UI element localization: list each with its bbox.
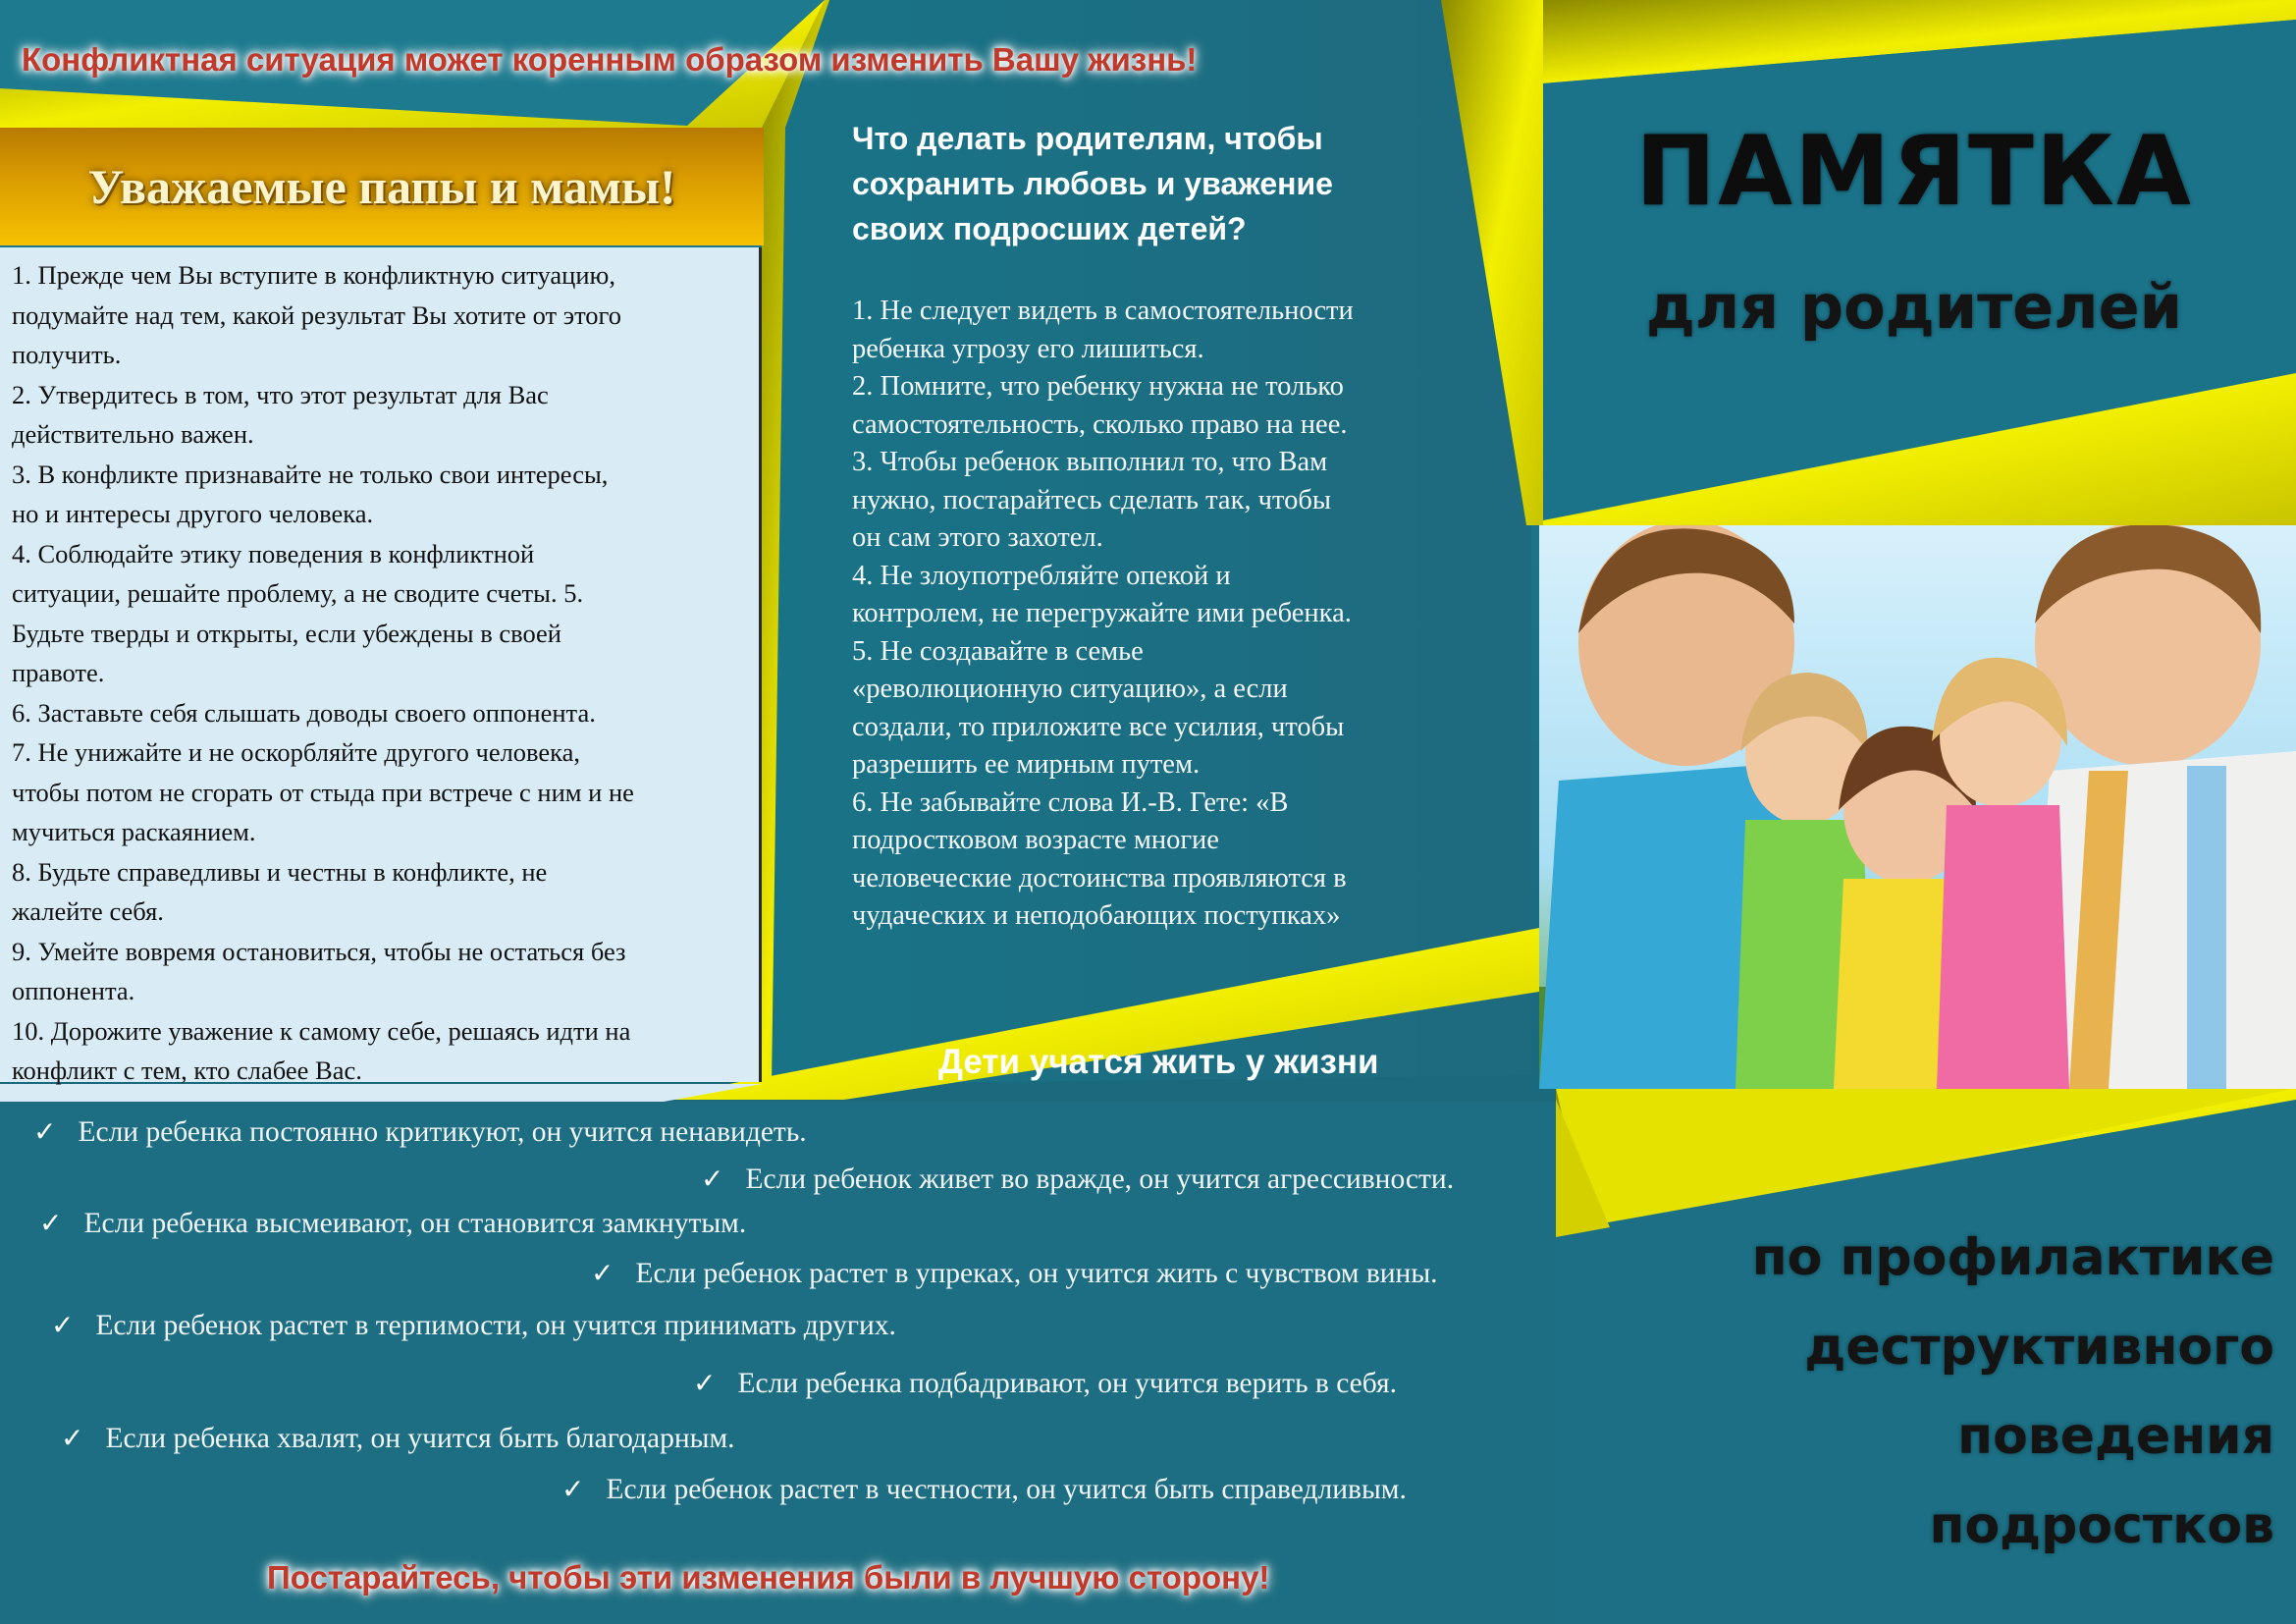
subtitle-line: подростков xyxy=(1929,1496,2274,1555)
left-header xyxy=(0,128,764,245)
advice-line: подумайте над тем, какой результат Вы хотите от этого xyxy=(12,299,622,330)
advice-line: конфликт с тем, кто слабее Вас. xyxy=(12,1056,362,1085)
bottom-slogan: Постарайтесь, чтобы эти изменения были в лучшую сторону! xyxy=(267,1559,1270,1596)
check-item-text: Если ребенка постоянно критикуют, он учится ненавидеть. xyxy=(78,1115,807,1148)
tip-line: 4. Не злоупотребляйте опекой и xyxy=(852,560,1231,591)
tip-line: контролем, не перегружайте ими ребенка. xyxy=(852,598,1352,628)
parents-tips xyxy=(852,293,1490,936)
advice-line: 7. Не унижайте и не оскорбляйте другого человека, xyxy=(12,737,581,767)
top-slogan: Конфликтная ситуация может коренным образом изменить Вашу жизнь! xyxy=(22,41,1198,78)
advice-line: действительно важен. xyxy=(12,419,254,449)
check-item xyxy=(693,1367,1397,1400)
check-item xyxy=(61,1422,735,1455)
advice-line: 1. Прежде чем Вы вступите в конфликтную ситуацию, xyxy=(12,260,615,290)
tip-line: 2. Помните, что ребенку нужна не только xyxy=(852,371,1344,402)
advice-line: Будьте тверды и открыты, если убеждены в своей xyxy=(12,618,561,648)
memo-subtitle xyxy=(1587,1214,2274,1571)
checkmark-icon: ✓ xyxy=(561,1475,585,1505)
tip-line: самостоятельность, сколько право на нее. xyxy=(852,408,1348,440)
tip-line: разрешить ее мирным путем. xyxy=(852,749,1201,780)
subtitle-line: деструктивного xyxy=(1804,1318,2274,1377)
advice-line: 8. Будьте справедливы и честны в конфликте, не xyxy=(12,856,548,887)
checkmark-icon: ✓ xyxy=(693,1369,717,1399)
check-item-text: Если ребенка подбадривают, он учится верить в себя. xyxy=(737,1367,1397,1399)
tip-line: ребенка угрозу его лишиться. xyxy=(852,333,1204,364)
tip-line: «революционную ситуацию», а если xyxy=(852,674,1288,704)
advice-line: жалейте себя. xyxy=(12,896,164,926)
advice-line: оппонента. xyxy=(12,976,135,1005)
advice-line: 6. Заставьте себя слышать доводы своего оппонента. xyxy=(12,697,596,728)
checkmark-icon: ✓ xyxy=(39,1209,63,1239)
check-item-text: Если ребенка высмеивают, он становится замкнутым. xyxy=(83,1207,747,1239)
question-line: Что делать родителям, чтобы xyxy=(852,121,1323,156)
check-item xyxy=(33,1115,807,1149)
memo-title: ПАМЯТКА xyxy=(1635,116,2193,228)
tip-line: 1. Не следует видеть в самостоятельности xyxy=(852,296,1354,326)
check-item xyxy=(701,1163,1454,1196)
tip-line: он сам этого захотел. xyxy=(852,522,1103,553)
tip-line: 6. Не забывайте слова И.-В. Гете: «В xyxy=(852,786,1289,818)
check-item-text: Если ребенок растет в честности, он учится быть справедливым. xyxy=(606,1473,1407,1505)
tip-line: чудаческих и неподобающих поступках» xyxy=(852,900,1341,931)
children-photo xyxy=(1539,525,2296,1089)
tip-line: создали, то приложите все усилия, чтобы xyxy=(852,711,1345,742)
tip-line: 3. Чтобы ребенок выполнил то, что Вам xyxy=(852,447,1328,477)
subtitle-line: поведения xyxy=(1957,1407,2274,1466)
advice-line: мучиться раскаянием. xyxy=(12,817,256,846)
advice-line: 4. Соблюдайте этику поведения в конфликтной xyxy=(12,538,535,568)
check-item xyxy=(591,1257,1438,1290)
check-item xyxy=(561,1473,1407,1506)
question-line: сохранить любовь и уважение xyxy=(852,166,1333,201)
check-item-text: Если ребенок живет во вражде, он учится агрессивности. xyxy=(745,1163,1455,1195)
checkmark-icon: ✓ xyxy=(61,1424,84,1454)
tip-line: подростковом возрасте многие xyxy=(852,825,1219,855)
advice-line: 9. Умейте вовремя остановиться, чтобы не остаться без xyxy=(12,936,626,966)
advice-line: ситуации, решайте проблему, а не сводите счеты. 5. xyxy=(12,578,584,608)
checkmark-icon: ✓ xyxy=(33,1117,57,1148)
advice-line: но и интересы другого человека. xyxy=(12,499,374,528)
check-item-text: Если ребенка хвалят, он учится быть благодарным. xyxy=(105,1422,735,1454)
parents-question xyxy=(852,116,1480,251)
children-learn-heading: Дети учатся жить у жизни xyxy=(938,1043,1379,1081)
tip-line: человеческие достоинства проявляются в xyxy=(852,862,1347,893)
children-photo-illustration xyxy=(1539,525,2296,1089)
checkmark-icon: ✓ xyxy=(591,1259,614,1289)
question-line: своих подросших детей? xyxy=(852,211,1247,246)
memo-subtitle-parents: для родителей xyxy=(1645,271,2183,343)
checkmark-icon: ✓ xyxy=(701,1164,724,1195)
advice-line: получить. xyxy=(12,340,122,369)
advice-line: 3. В конфликте признавайте не только свои интересы, xyxy=(12,459,609,489)
check-item xyxy=(39,1207,746,1240)
advice-line: чтобы потом не сгорать от стыда при встрече с ним и не xyxy=(12,777,634,807)
check-item xyxy=(51,1309,896,1342)
advice-line: правоте. xyxy=(12,658,105,687)
subtitle-line: по профилактике xyxy=(1751,1228,2274,1287)
advice-line: 10. Дорожите уважение к самому себе, решаясь идти на xyxy=(12,1015,631,1046)
tip-line: нужно, постарайтесь сделать так, чтобы xyxy=(852,484,1331,515)
left-title: Уважаемые папы и мамы! xyxy=(87,159,676,214)
check-item-text: Если ребенок растет в упреках, он учится жить с чувством вины. xyxy=(635,1257,1438,1289)
conflict-advice-panel xyxy=(0,247,762,1085)
advice-line: 2. Утвердитесь в том, что этот результат для Вас xyxy=(12,379,549,409)
check-item-text: Если ребенок растет в терпимости, он учится принимать других. xyxy=(95,1309,896,1341)
checkmark-icon: ✓ xyxy=(51,1311,75,1341)
tip-line: 5. Не создавайте в семье xyxy=(852,635,1144,667)
